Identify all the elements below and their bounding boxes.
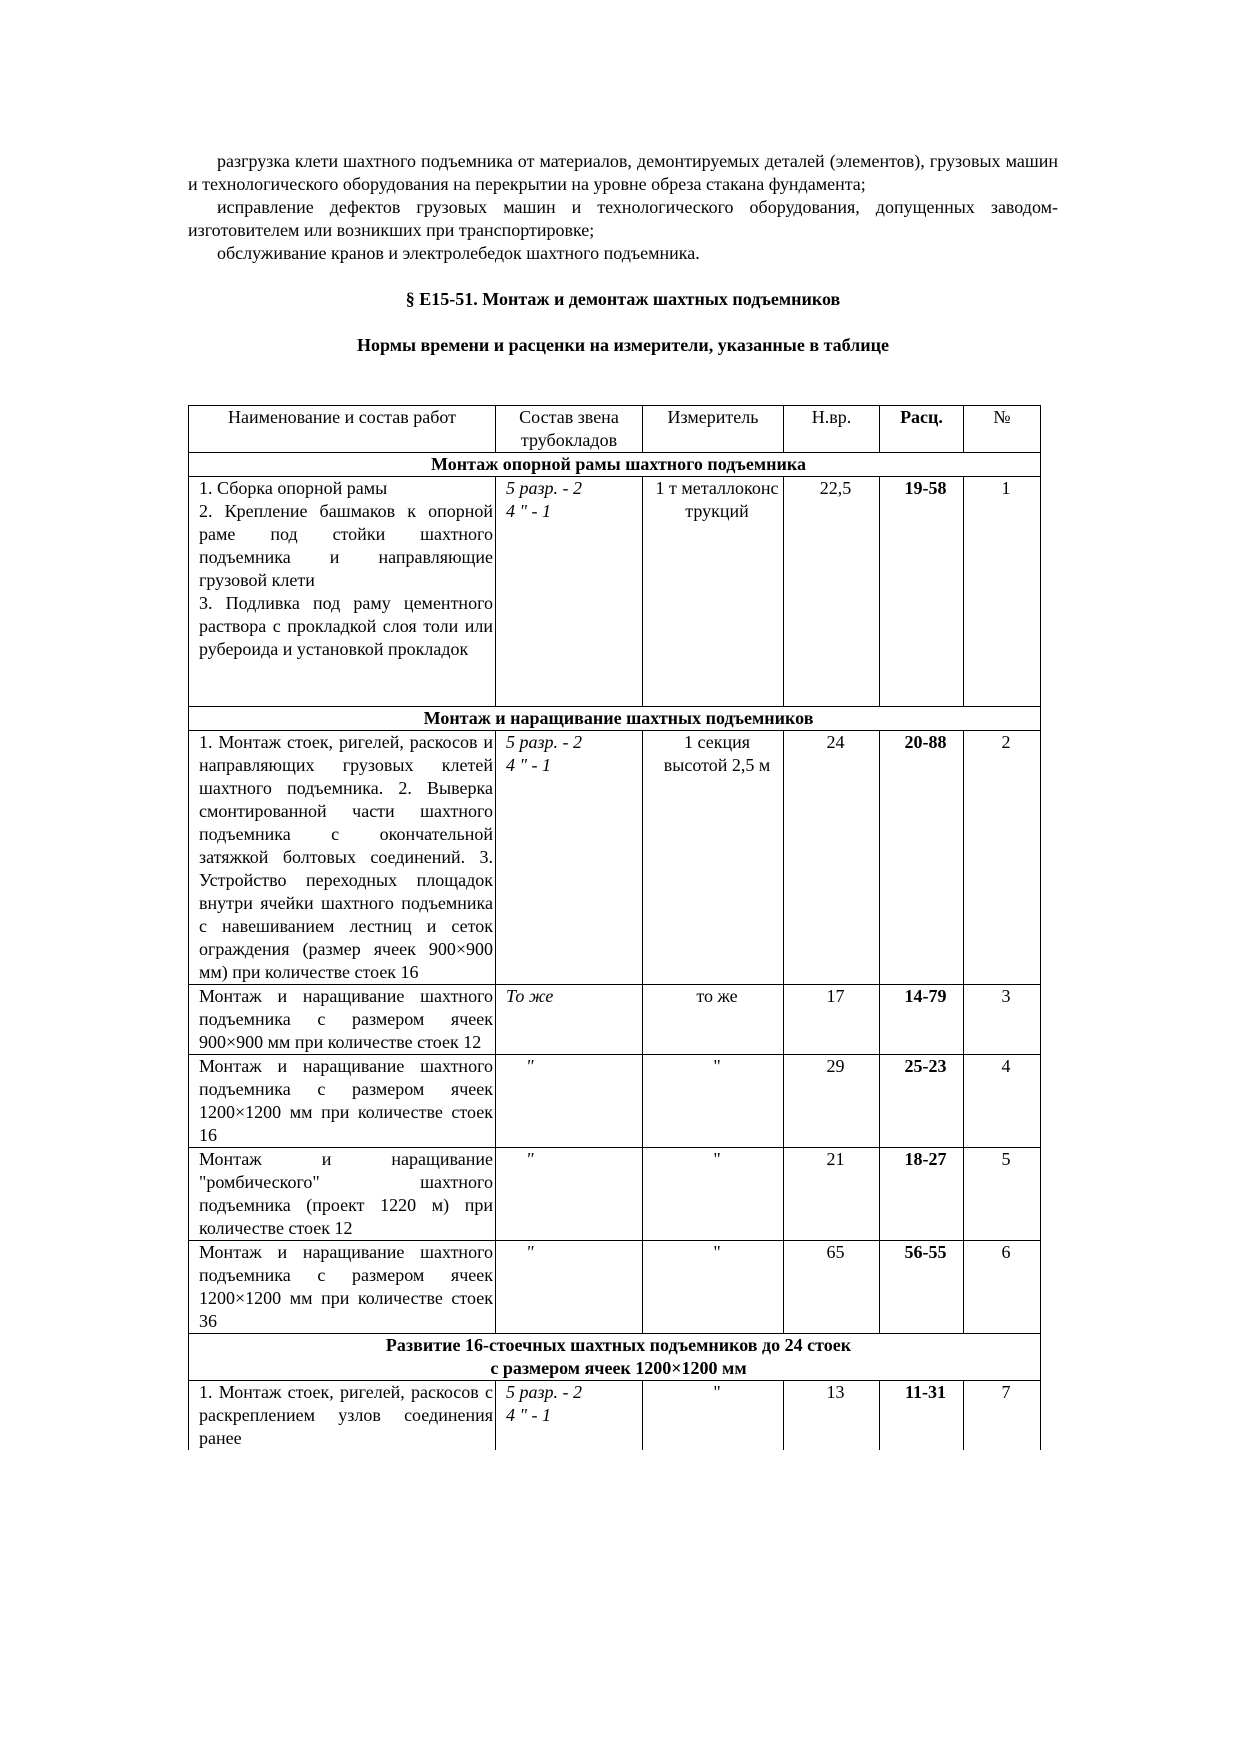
intro-paragraph: исправление дефектов грузовых машин и технологического оборудования, допущенных заводом-изготовителем или возникших при транспортировке;	[188, 197, 1058, 240]
ditto-mark: "	[526, 1149, 534, 1169]
rate: 56-55	[880, 1241, 964, 1334]
intro-block	[188, 150, 1058, 357]
table-row	[189, 477, 1041, 707]
row-number: 7	[964, 1381, 1041, 1451]
crew-composition: То же	[496, 985, 643, 1055]
rate: 14-79	[880, 985, 964, 1055]
rate: 25-23	[880, 1055, 964, 1148]
crew-composition	[496, 731, 643, 985]
row-number: 1	[964, 477, 1041, 707]
row-number: 4	[964, 1055, 1041, 1148]
crew-composition	[496, 1241, 643, 1334]
group-row	[189, 707, 1041, 731]
intro-paragraph: обслуживание кранов и электролебедок шахтного подъемника.	[217, 243, 700, 263]
crew-composition	[496, 1381, 643, 1451]
row-number: 5	[964, 1148, 1041, 1241]
group-title: Монтаж опорной рамы шахтного подъемника	[189, 453, 1041, 477]
norm-time: 13	[784, 1381, 880, 1451]
rate: 20-88	[880, 731, 964, 985]
work-description	[189, 477, 496, 707]
work-description: Монтаж и наращивание шахтного подъемника с размером ячеек 1200×1200 мм при количестве стоек 16	[189, 1055, 496, 1148]
header-work: Наименование и состав работ	[189, 406, 496, 453]
crew-line: 5 разр. - 2	[506, 732, 583, 752]
work-step: 1. Сборка опорной рамы	[199, 478, 388, 498]
norm-time: 17	[784, 985, 880, 1055]
crew-composition	[496, 1055, 643, 1148]
norms-table	[188, 405, 1041, 1450]
table-title: Нормы времени и расценки на измерители, указанные в таблице	[356, 335, 890, 355]
table-row	[189, 1241, 1041, 1334]
crew-line: 4 " - 1	[506, 501, 552, 521]
table-row	[189, 1148, 1041, 1241]
group-row	[189, 1334, 1041, 1381]
norm-time: 29	[784, 1055, 880, 1148]
table-row	[189, 1055, 1041, 1148]
work-description: 1. Монтаж стоек, ригелей, раскосов с раскреплением узлов соединения ранее	[189, 1381, 496, 1451]
work-description: 1. Монтаж стоек, ригелей, раскосов и направляющих грузовых клетей шахтного подъемника. 2. Выверка смонтированной части шахтного подъемника с окончательной затяжкой болтовых соединений. 3. Устройство переходных площадок внутри ячейки шахтного подъемника с навешиванием лестниц и сеток ограждения (размер ячеек 900×900 мм) при количестве стоек 16	[189, 731, 496, 985]
table-row	[189, 1381, 1041, 1451]
header-rate: Расц.	[880, 406, 964, 453]
rate: 18-27	[880, 1148, 964, 1241]
table-row	[189, 985, 1041, 1055]
group-row	[189, 453, 1041, 477]
norm-time: 21	[784, 1148, 880, 1241]
work-description: Монтаж и наращивание "ромбического" шахтного подъемника (проект 1220 м) при количестве стоек 12	[189, 1148, 496, 1241]
unit: 1 т металлоконструкций	[643, 477, 784, 707]
ditto-mark: "	[526, 1056, 534, 1076]
group-title: Монтаж и наращивание шахтных подъемников	[189, 707, 1041, 731]
header-unit: Измеритель	[643, 406, 784, 453]
rate: 19-58	[880, 477, 964, 707]
crew-line: 5 разр. - 2	[506, 1382, 583, 1402]
intro-paragraph: разгрузка клети шахтного подъемника от материалов, демонтируемых деталей (элементов), грузовых машин и технологического оборудования на перекрытии на уровне обреза стакана фундамента;	[188, 151, 1058, 194]
header-row	[189, 406, 1041, 453]
crew-line: 4 " - 1	[506, 755, 552, 775]
row-number: 6	[964, 1241, 1041, 1334]
rate: 11-31	[880, 1381, 964, 1451]
ditto-mark: "	[526, 1242, 534, 1262]
group-title	[189, 1334, 1041, 1381]
header-crew: Состав звена трубокладов	[496, 406, 643, 453]
crew-line: 4 " - 1	[506, 1405, 552, 1425]
norm-time: 65	[784, 1241, 880, 1334]
work-description: Монтаж и наращивание шахтного подъемника с размером ячеек 900×900 мм при количестве стоек 12	[189, 985, 496, 1055]
crew-composition	[496, 477, 643, 707]
norm-time: 22,5	[784, 477, 880, 707]
row-number: 3	[964, 985, 1041, 1055]
header-number: №	[964, 406, 1041, 453]
unit: "	[643, 1381, 784, 1451]
table-row	[189, 731, 1041, 985]
header-norm: Н.вр.	[784, 406, 880, 453]
unit: то же	[643, 985, 784, 1055]
unit: 1 секция высотой 2,5 м	[643, 731, 784, 985]
unit: "	[643, 1241, 784, 1334]
group-title-line: Развитие 16-стоечных шахтных подъемников до 24 стоек	[385, 1335, 852, 1355]
group-title-line: с размером ячеек 1200×1200 мм	[490, 1358, 747, 1378]
section-title: § Е15-51. Монтаж и демонтаж шахтных подъемников	[405, 289, 841, 309]
work-description: Монтаж и наращивание шахтного подъемника с размером ячеек 1200×1200 мм при количестве стоек 36	[189, 1241, 496, 1334]
work-step: 3. Подливка под раму цементного раствора с прокладкой слоя толи или рубероида и установкой прокладок	[199, 593, 493, 659]
crew-line: 5 разр. - 2	[506, 478, 583, 498]
unit: "	[643, 1148, 784, 1241]
work-step: 2. Крепление башмаков к опорной раме под стойки шахтного подъемника и направляющие грузовой клети	[199, 501, 493, 590]
row-number: 2	[964, 731, 1041, 985]
norm-time: 24	[784, 731, 880, 985]
crew-composition	[496, 1148, 643, 1241]
unit: "	[643, 1055, 784, 1148]
